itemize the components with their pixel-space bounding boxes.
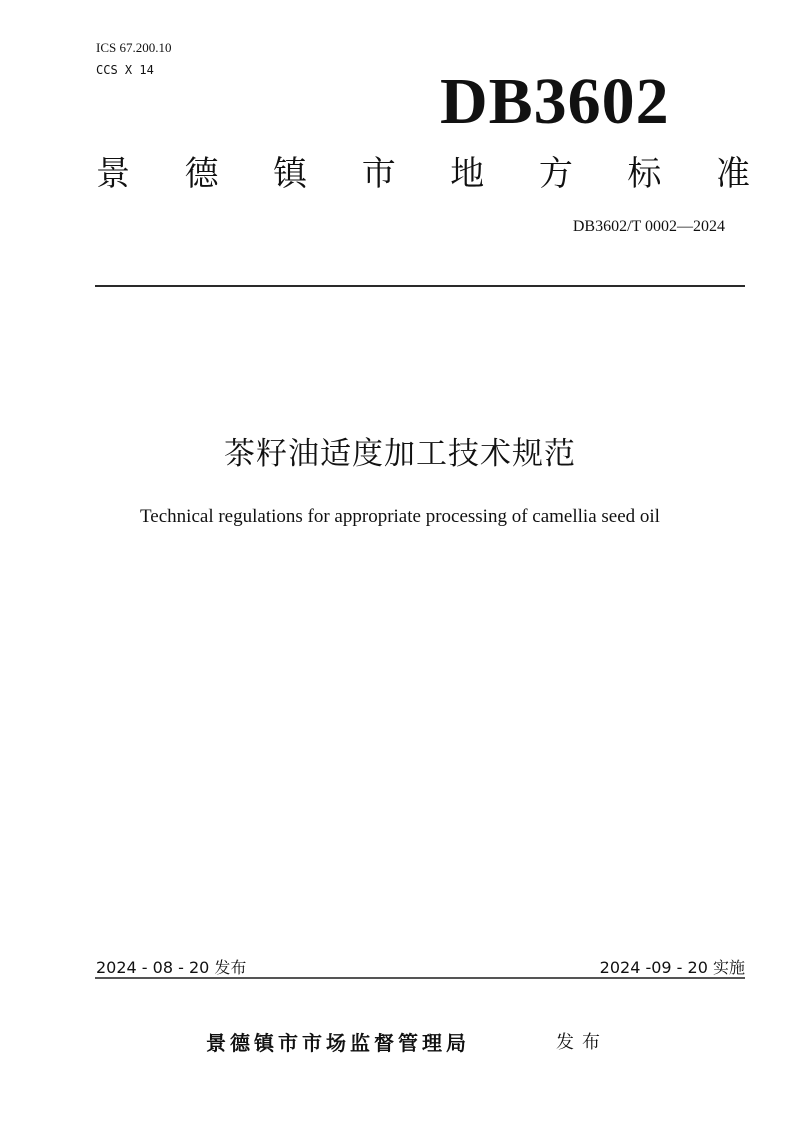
standard-type-char: 地 [450,154,485,194]
ics-code: ICS 67.200.10 [96,40,172,55]
standard-type-char: 标 [627,154,662,194]
document-title-english: Technical regulations for appropriate processing of camellia seed oil [140,506,660,527]
standard-type-char: 镇 [273,154,308,194]
ccs-code: CCS X 14 [96,63,154,77]
standard-type-char: 德 [184,154,219,194]
standard-type-char: 景 [96,154,130,194]
publish-date: 2024 - 08 - 20 发布 [96,958,247,977]
header-divider [95,285,745,287]
db-code: DB3602 [440,65,670,138]
standard-type-char: 准 [715,154,750,194]
issuing-authority: 景德镇市市场监督管理局 [206,1031,470,1055]
implement-date: 2024 -09 - 20 实施 [599,958,745,977]
issue-label: 发布 [556,1032,608,1053]
standard-type [96,152,750,196]
standard-number: DB3602/T 0002—2024 [572,218,725,235]
footer-divider [95,977,745,979]
document-title-chinese: 茶籽油适度加工技术规范 [224,436,576,472]
standard-type-char: 方 [538,154,573,194]
standard-type-char: 市 [361,154,396,194]
